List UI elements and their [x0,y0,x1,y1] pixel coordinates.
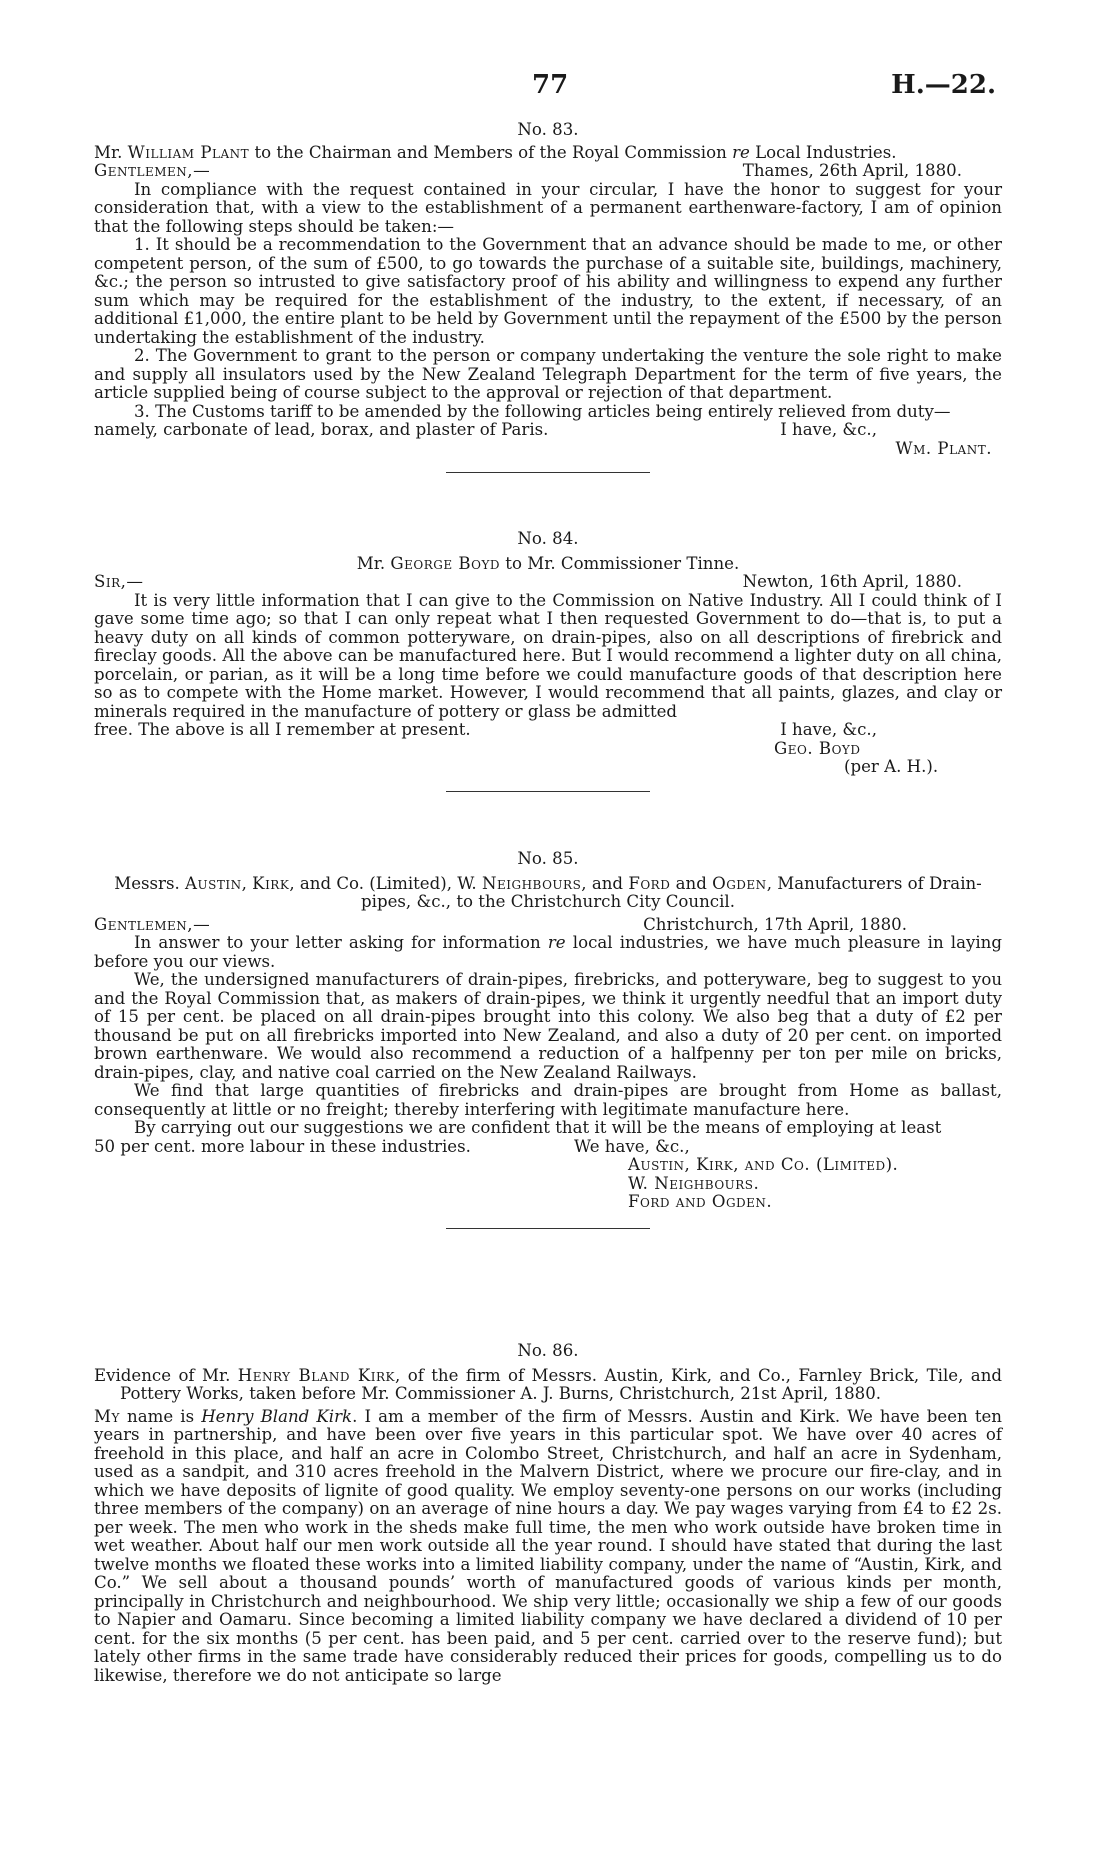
signature: Austin, Kirk, and Co. (Limited). [628,1155,899,1174]
signature: Geo. Boyd [774,738,861,758]
section-heading: Mr. William Plant to the Chairman and Members of the Royal Commission re Local Industries. [94,142,897,162]
section-no-83 [94,121,1002,473]
section-no-84 [94,530,1002,792]
salutation: Gentlemen,— [94,914,211,934]
signature: Ford and Ogden. [628,1192,773,1211]
section-divider [446,472,650,473]
section-number: No. 86. [517,1341,579,1360]
salutation-line [94,573,1002,592]
closing-line: namely, carbonate of lead, borax, and plaster of Paris. I have, &c., [94,420,877,439]
place-date: Christchurch, 17th April, 1880. [643,914,907,934]
paragraph: We, the undersigned manufacturers of drain-pipes, firebricks, and potteryware, beg to suggest to you and the Royal Commission that, as makers of drain-pipes, we think it urgently needful that an import duty of 15 per cent. be placed on all drain-pipes brought into this colony. We also beg that a duty of £2 per thousand be put on all firebricks imported into New Zealand, and also a duty of 20 per cent. on imported brown earthenware. We would also recommend a reduction of a halfpenny per ton per mile on bricks, drain-pipes, clay, and native coal carried on the New Zealand Railways. [94,970,1002,1082]
closing-line: free. The above is all I remember at present. I have, &c., [94,720,877,739]
section-number: No. 84. [517,529,579,548]
paragraph: We find that large quantities of firebricks and drain-pipes are brought from Home as ballast, consequently at little or no freight; thereby interfering with legitimate manufacture here. [94,1081,1002,1119]
signature: W. Neighbours. [628,1173,760,1193]
section-number: No. 85. [517,849,579,868]
paragraph: It is very little information that I can give to the Commission on Native Industry. All I could think of I gave some time ago; so that I can only repeat what I then requested Government to do—that is, to put a heavy duty on all kinds of common potteryware, on drain-pipes, also on all descriptions of firebrick and fireclay goods. All the above can be manufactured here. But I would recommend a lighter duty on all china, porcelain, or parian, as it will be a long time before we could manufacture goods of that description here so as to compete with the Home market. However, I would recommend that all paints, glazes, and clay or minerals required in the manufacture of pottery or glass be admitted [94,590,1002,721]
section-no-85 [94,850,1002,1229]
section-divider [446,1228,650,1229]
page-number: 77 [532,70,569,100]
paragraph: 2. The Government to grant to the person or company undertaking the venture the sole right to make and supply all insulators used by the New Zealand Telegraph Department for the term of five years, the article supplied being of course subject to the approval or rejection of that department. [94,346,1002,402]
salutation: Gentlemen,— [94,161,211,180]
signature: Wm. Plant. [895,438,992,458]
section-heading: Mr. George Boyd to Mr. Commissioner Tinne. [356,553,740,573]
closing: We have, &c., [574,1136,690,1156]
section-number: No. 83. [517,120,579,139]
place-date: Thames, 26th April, 1880. [742,161,962,180]
closing-line: 50 per cent. more labour in these industries. We have, &c., [94,1136,690,1156]
paragraph: 1. It should be a recommendation to the Government that an advance should be made to me, or other competent person, of the sum of £500, to go towards the purchase of a suitable site, buildings, machinery, &c.; the person so intrusted to give satisfactory proof of his ability and willingness to expend any further sum which may be required for the establishment of the industry, to the extent, if necessary, of an additional £1,000, the entire plant to be held by Government until the repayment of the £500 by the person undertaking the establishment of the industry. [94,235,1002,347]
paragraph: 3. The Customs tariff to be amended by the following articles being entirely relieved from duty— [134,401,951,421]
document-reference: H.—22. [891,70,996,100]
section-heading: Evidence of Mr. Henry Bland Kirk, of the firm of Messrs. Austin, Kirk, and Co., Farnley Brick, Tile, and Pottery Works, taken before Mr. Commissioner A. J. Burns, Christchurch, 21st April, 1880. [94,1365,1002,1403]
paragraph: In answer to your letter asking for information re local industries, we have much pleasure in laying before you our views. [94,933,1002,971]
closing: I have, &c., [780,420,877,439]
signature-per: (per A. H.). [844,757,939,776]
place-date: Newton, 16th April, 1880. [742,572,962,591]
section-divider [446,791,650,792]
section-no-86 [94,1342,1002,1685]
salutation-line [94,162,1002,181]
closing: I have, &c., [780,720,877,739]
section-heading: Messrs. Austin, Kirk, and Co. (Limited), W. Neighbours, and Ford and Ogden, Manufacturers of Drain-pipes, &c., to the Christchurch City Council. [114,873,982,911]
salutation: Sir,— [94,572,144,591]
paragraph: In compliance with the request contained in your circular, I have the honor to suggest for your consideration that, with a view to the establishment of a permanent earthenware-factory, I am of opinion that the following steps should be taken:— [94,179,1002,236]
paragraph: By carrying out our suggestions we are confident that it will be the means of employing at least [134,1118,942,1137]
paragraph: My name is Henry Bland Kirk. I am a member of the firm of Messrs. Austin and Kirk. We have been ten years in partnership, and have been over five years in this particular spot. We have over 40 acres of freehold in this place, and half an acre in Colombo Street, Christchurch, and half an acre in Sydenham, used as a sandpit, and 310 acres freehold in the Malvern District, where we procure our fire-clay, and in which we have deposits of lignite of good quality. We employ seventy-one persons on our works (including three members of the company) on an average of nine hours a day. We pay wages varying from £4 to £2 2s. per week. The men who work in the sheds make full time, the men who work outside have broken time in wet weather. About half our men work outside all the year round. I should have stated that during the last twelve months we floated these works into a limited liability company, under the name of “Austin, Kirk, and Co.” We sell about a thousand pounds’ worth of manufactured goods of various kinds per month, principally in Christchurch and neighbourhood. We ship very little; occasionally we ship a few of our goods to Napier and Oamaru. Since becoming a limited liability company we have declared a dividend of 10 per cent. for the six months (5 per cent. has been paid, and 5 per cent. carried over to the reserve fund); but lately other firms in the same trade have considerably reduced their prices for goods, compelling us to do likewise, therefore we do not anticipate so large [94,1406,1002,1685]
salutation-line [94,916,1002,935]
